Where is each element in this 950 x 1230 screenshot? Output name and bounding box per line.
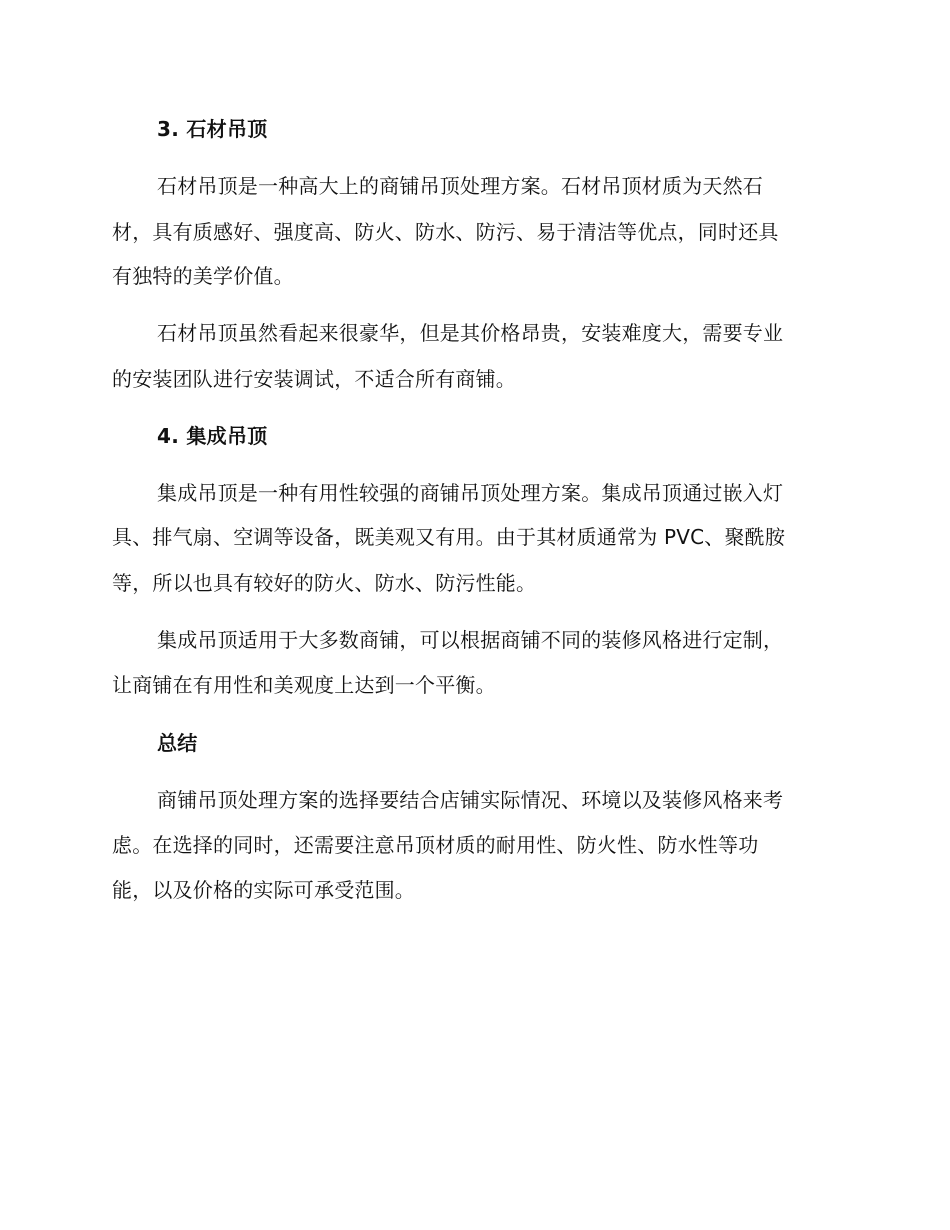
section-heading-summary: 总结 [157, 731, 198, 755]
paragraph-line: 材，具有质感好、强度高、防火、防水、防污、易于清洁等优点，同时还具 [112, 220, 779, 244]
paragraph-line: 石材吊顶是一种高大上的商铺吊顶处理方案。石材吊顶材质为天然石 [157, 174, 763, 198]
paragraph-line: 的安装团队进行安装调试，不适合所有商铺。 [112, 367, 516, 391]
paragraph-line: 等，所以也具有较好的防火、防水、防污性能。 [112, 571, 537, 595]
paragraph-line: 让商铺在有用性和美观度上达到一个平衡。 [112, 673, 496, 697]
paragraph-line: 商铺吊顶处理方案的选择要结合店铺实际情况、环境以及装修风格来考 [157, 788, 784, 812]
paragraph-line: 具、排气扇、空调等设备，既美观又有用。由于其材质通常为 PVC、聚酰胺 [112, 525, 786, 549]
paragraph-line: 集成吊顶是一种有用性较强的商铺吊顶处理方案。集成吊顶通过嵌入灯 [157, 481, 784, 505]
paragraph-line: 有独特的美学价值。 [112, 264, 294, 288]
paragraph-line: 虑。在选择的同时，还需要注意吊顶材质的耐用性、防火性、防水性等功 [112, 833, 759, 857]
paragraph-line: 能，以及价格的实际可承受范围。 [112, 878, 415, 902]
paragraph-line: 石材吊顶虽然看起来很豪华，但是其价格昂贵，安装难度大，需要专业 [157, 321, 784, 345]
section-heading-stone-ceiling: 3. 石材吊顶 [157, 117, 268, 141]
paragraph-line: 集成吊顶适用于大多数商铺，可以根据商铺不同的装修风格进行定制， [157, 628, 784, 652]
section-heading-integrated-ceiling: 4. 集成吊顶 [157, 424, 268, 448]
